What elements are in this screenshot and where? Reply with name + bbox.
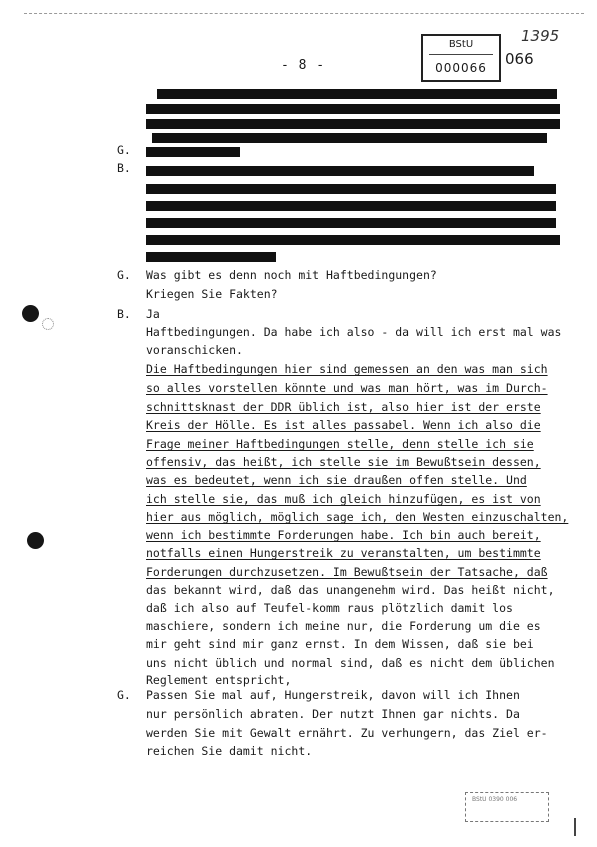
transcript-line: maschiere, sondern ich meine nur, die Forderung um die es	[146, 619, 541, 633]
handwritten-page-number: 1395	[521, 27, 560, 45]
transcript-line: Forderungen durchzusetzen. Im Bewußtsein der Tatsache, daß	[146, 565, 548, 579]
speaker-label: B.	[117, 307, 131, 321]
redaction-bar	[146, 252, 276, 262]
redaction-bar	[146, 104, 560, 114]
redaction-bar	[146, 184, 556, 194]
transcript-line: voranschicken.	[146, 343, 243, 357]
transcript-line: schnittsknast der DDR üblich ist, also hier ist der erste	[146, 400, 541, 414]
punch-hole	[27, 532, 44, 549]
redaction-bar	[152, 133, 547, 143]
redaction-bar	[146, 166, 534, 176]
transcript-line: Kriegen Sie Fakten?	[146, 287, 278, 301]
transcript-line: offensiv, das heißt, ich stelle sie im Bewußtsein dessen,	[146, 455, 541, 469]
redaction-bar	[146, 119, 560, 129]
stamp-label: BStU	[448, 39, 474, 50]
transcript-line: Kreis der Hölle. Es ist alles passabel. Wenn ich also die	[146, 418, 541, 432]
transcript-line: uns nicht üblich und normal sind, daß es nicht dem üblichen	[146, 656, 555, 670]
transcript-line: das bekannt wird, daß das unangenehm wird. Das heißt nicht,	[146, 583, 555, 597]
speaker-label: G.	[117, 143, 131, 157]
punch-hole	[22, 305, 39, 322]
transcript-line: Haftbedingungen. Da habe ich also - da will ich erst mal was	[146, 325, 562, 339]
speaker-label: G.	[117, 688, 131, 702]
corner-mark	[574, 818, 584, 836]
archive-stamp	[421, 34, 501, 82]
stamp-extra-number: 066	[505, 50, 534, 68]
speaker-label: B.	[117, 161, 131, 175]
transcript-line: Passen Sie mal auf, Hungerstreik, davon will ich Ihnen	[146, 688, 520, 702]
transcript-line: was es bedeutet, wenn ich sie draußen offen stelle. Und	[146, 473, 527, 487]
transcript-line: Frage meiner Haftbedingungen stelle, denn stelle ich sie	[146, 437, 534, 451]
transcript-line: ich stelle sie, das muß ich gleich hinzufügen, es ist von	[146, 492, 541, 506]
transcript-line: nur persönlich abraten. Der nutzt Ihnen gar nichts. Da	[146, 707, 520, 721]
transcript-line: reichen Sie damit nicht.	[146, 744, 313, 758]
transcript-line: wenn ich bestimmte Forderungen habe. Ich bin auch bereit,	[146, 528, 541, 542]
redaction-bar	[157, 89, 557, 99]
transcript-line: so alles vorstellen könnte und was man hört, was im Durch-	[146, 381, 548, 395]
transcript-line: daß ich also auf Teufel-komm raus plötzlich damit los	[146, 601, 513, 615]
bottom-archive-stamp: BStU 0390 006	[465, 792, 549, 822]
transcript-line: mir geht sind mir ganz ernst. In dem Wissen, daß sie bei	[146, 637, 534, 651]
stamp-number: 000066	[435, 61, 487, 75]
transcript-line: werden Sie mit Gewalt ernährt. Zu verhungern, das Ziel er-	[146, 726, 548, 740]
punch-smudge	[42, 318, 54, 330]
transcript-line: Reglement entspricht,	[146, 673, 292, 687]
redaction-bar	[146, 147, 240, 157]
transcript-line: Ja	[146, 307, 160, 321]
redaction-bar	[146, 235, 560, 245]
transcript-line: Was gibt es denn noch mit Haftbedingungen?	[146, 268, 437, 282]
speaker-label: G.	[117, 268, 131, 282]
redaction-bar	[146, 201, 556, 211]
transcript-line: hier aus möglich, möglich sage ich, den Westen einzuschalten,	[146, 510, 569, 524]
redaction-bar	[146, 218, 556, 228]
stamp-divider	[429, 54, 493, 55]
transcript-line: Die Haftbedingungen hier sind gemessen an den was man sich	[146, 362, 548, 376]
top-rule	[24, 13, 584, 14]
page-number: - 8 -	[281, 58, 326, 73]
transcript-line: notfalls einen Hungerstreik zu veranstalten, um bestimmte	[146, 546, 541, 560]
